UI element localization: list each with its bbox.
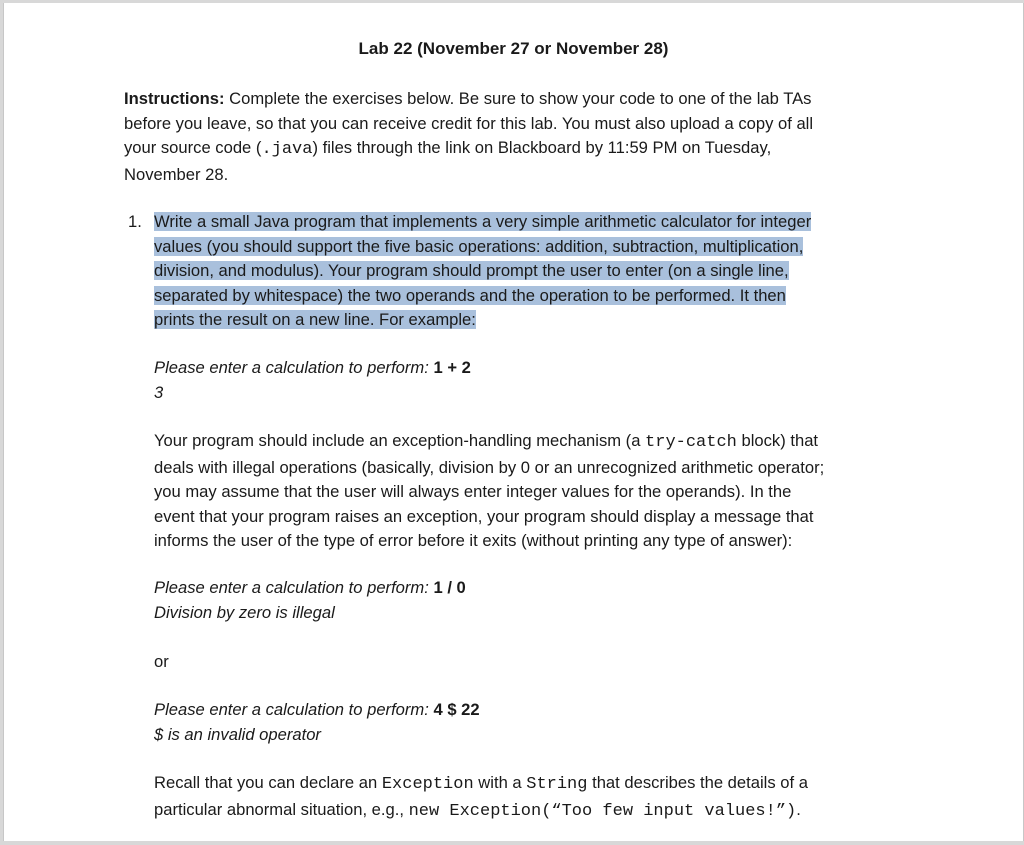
example-input: 1 / 0 <box>433 578 466 597</box>
example-1 <box>154 356 471 405</box>
document-page <box>3 3 1024 841</box>
or-separator: or <box>154 652 169 671</box>
example-output: 3 <box>154 382 164 402</box>
exercise-number: 1. <box>128 212 142 231</box>
highlighted-line: values (you should support the five basic operations: addition, subtraction, multiplication, <box>154 236 804 256</box>
page-title: Lab 22 (November 27 or November 28) <box>358 39 669 58</box>
instructions-paragraph <box>124 87 813 187</box>
highlighted-line: division, and modulus). Your program should prompt the user to enter (on a single line, <box>154 261 789 281</box>
try-catch-code: try-catch <box>645 433 737 452</box>
highlighted-line: separated by whitespace) the two operands and the operation to be performed. It then <box>154 285 786 305</box>
instructions-line: before you leave, so that you can receive credit for this lab. You must also upload a copy of all <box>124 113 814 133</box>
example-prompt: Please enter a calculation to perform: <box>154 700 429 719</box>
instructions-line: November 28. <box>124 164 229 184</box>
example-prompt: Please enter a calculation to perform: <box>154 358 429 377</box>
example-output: Division by zero is illegal <box>154 602 335 622</box>
highlighted-line: prints the result on a new line. For example: <box>154 310 476 330</box>
highlighted-line: Write a small Java program that implements a very simple arithmetic calculator for integer <box>154 212 812 231</box>
example-prompt: Please enter a calculation to perform: <box>154 578 429 597</box>
example-output: $ is an invalid operator <box>154 724 321 744</box>
recall-paragraph: Recall that you can declare an Exception with a String that describes the details of a particular abnormal situation, e.g., new Exception(“Too few input values!”). <box>154 773 808 821</box>
example-input: 4 $ 22 <box>433 700 480 719</box>
exercise-description <box>154 210 811 333</box>
java-extension-code: .java <box>261 140 313 160</box>
exception-paragraph: Your program should include an exception-handling mechanism (a try-catch block) that deals with illegal operations (basically, division by 0 or an unrecognized arithmetic operator; you may assume that the user will always enter integer values for the operands). In the event that your program raises an exception, your program should display a message that informs the user of the type of error before it exits (without printing any type of answer): <box>154 431 825 551</box>
exception-code: Exception <box>381 775 474 794</box>
example-2 <box>154 576 466 625</box>
example-3 <box>154 698 480 747</box>
string-code: String <box>526 775 588 794</box>
example-input: 1 + 2 <box>433 358 471 377</box>
new-exception-code: new Exception(“Too few input values!”) <box>408 801 797 821</box>
instructions-line: your source code (.java) files through the link on Blackboard by 11:59 PM on Tuesday, <box>124 138 772 160</box>
instructions-label: Instructions: <box>124 89 225 108</box>
instructions-line: Instructions: Complete the exercises below. Be sure to show your code to one of the lab TAs <box>124 89 812 108</box>
